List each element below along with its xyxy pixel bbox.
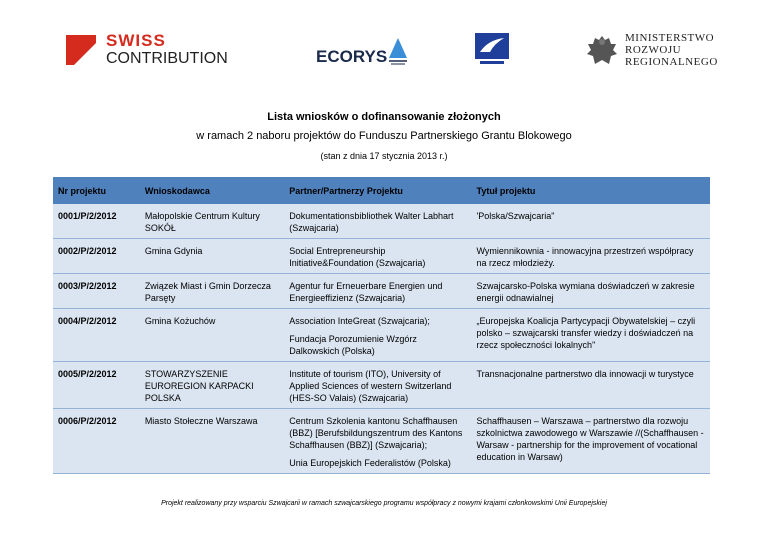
swiss-logo-line2: CONTRIBUTION (106, 50, 228, 67)
table-row (53, 274, 710, 309)
ministry-line1: MINISTERSTWO (625, 32, 715, 44)
cell-applicant: Małopolskie Centrum Kultury SOKÓŁ (140, 204, 284, 239)
cell-title: Transnacjonalne partnerstwo dla innowacji w turystyce (472, 362, 710, 409)
table-header-row (53, 177, 710, 204)
cell-partners (284, 239, 471, 274)
document-footer: Projekt realizowany przy wsparciu Szwajcarii w ramach szwajcarskiego programu współpracy z nowymi krajami członkowskimi Unii Europejskiej (161, 500, 607, 507)
partner-entry: Social Entrepreneurship Initiative&Foundation (Szwajcaria) (289, 246, 426, 268)
cell-partners (284, 274, 471, 309)
table-row (53, 309, 710, 362)
cell-nr: 0005/P/2/2012 (53, 362, 140, 409)
cell-title: 'Polska/Szwajcaria" (472, 204, 710, 239)
cell-applicant: Gmina Gdynia (140, 239, 284, 274)
cell-title: Szwajcarsko-Polska wymiana doświadczeń w zakresie energii odnawialnej (472, 274, 710, 309)
cell-applicant: Gmina Kożuchów (140, 309, 284, 362)
ministry-line3: REGIONALNEGO (625, 56, 718, 68)
ministry-logo (585, 32, 718, 70)
column-header-partners: Partner/Partnerzy Projektu (284, 177, 471, 204)
partner-entry: Unia Europejskich Federalistów (Polska) (289, 458, 451, 468)
cell-title: Schaffhausen – Warszawa – partnerstwo dla rozwoju szkolnictwa zawodowego w Warszawie //(Schaffhausen - Warsaw - partnership for the improvement of vocational education in Warsaw) (472, 409, 710, 474)
cell-nr: 0006/P/2/2012 (53, 409, 140, 474)
cell-partners (284, 362, 471, 409)
swiss-contribution-logo (66, 32, 228, 68)
ecorys-logo-text: ECORYS (316, 47, 388, 66)
table-row (53, 362, 710, 409)
cell-title: „Europejska Koalicja Partycypacji Obywatelskiej – czyli polsko – szwajcarski transfer wiedzy i doświadczeń na rzecz społeczności lokalnych" (472, 309, 710, 362)
partner-entry: Centrum Szkolenia kantonu Schaffhausen (BBZ) [Berufsbildungszentrum des Kantons Schaffhausen (BBZ)] (Szwajcaria); (289, 416, 463, 450)
column-header-title: Tytuł projektu (472, 177, 710, 204)
column-header-nr: Nr projektu (53, 177, 140, 204)
table-row (53, 204, 710, 239)
table-row (53, 239, 710, 274)
partner-entry: Association InteGreat (Szwajcaria); (289, 316, 430, 326)
polish-partner-logo-icon (474, 32, 510, 66)
document-title: Lista wniosków o dofinansowanie złożonych (267, 111, 501, 123)
polish-eagle-icon (585, 32, 619, 70)
table-row (53, 409, 710, 474)
cell-title: Wymiennikownia - innowacyjna przestrzeń współpracy na rzecz młodzieży. (472, 239, 710, 274)
logo-row (0, 28, 768, 78)
partner-entry: Fundacja Porozumienie Wzgórz Dalkowskich (Polska) (289, 334, 417, 356)
ecorys-triangle-icon (387, 36, 409, 66)
cell-applicant: Związek Miast i Gmin Dorzecza Parsęty (140, 274, 284, 309)
partner-entry: Agentur fur Erneuerbare Energien und Energieeffizienz (Szwajcaria) (289, 281, 443, 303)
ministry-line2: ROZWOJU (625, 44, 682, 56)
partner-entry: Institute of tourism (ITO), University of Applied Sciences of western Switzerland (HES-SO Valais) (Szwajcaria) (289, 369, 452, 403)
cell-partners (284, 204, 471, 239)
document-date: (stan z dnia 17 stycznia 2013 r.) (320, 151, 448, 161)
cell-nr: 0001/P/2/2012 (53, 204, 140, 239)
partner-entry: Dokumentationsbibliothek Walter Labhart (Szwajcaria) (289, 211, 454, 233)
swiss-logo-line1: SWISS (106, 31, 166, 50)
applications-table (53, 177, 710, 474)
ecorys-logo (316, 36, 409, 66)
cell-partners (284, 409, 471, 474)
cell-nr: 0002/P/2/2012 (53, 239, 140, 274)
column-header-applicant: Wnioskodawca (140, 177, 284, 204)
cell-nr: 0003/P/2/2012 (53, 274, 140, 309)
swiss-logo-icon (66, 35, 96, 65)
cell-partners (284, 309, 471, 362)
cell-applicant: STOWARZYSZENIE EUROREGION KARPACKI POLSKA (140, 362, 284, 409)
document-subtitle: w ramach 2 naboru projektów do Funduszu Partnerskiego Grantu Blokowego (196, 130, 572, 142)
cell-applicant: Miasto Stołeczne Warszawa (140, 409, 284, 474)
cell-nr: 0004/P/2/2012 (53, 309, 140, 362)
